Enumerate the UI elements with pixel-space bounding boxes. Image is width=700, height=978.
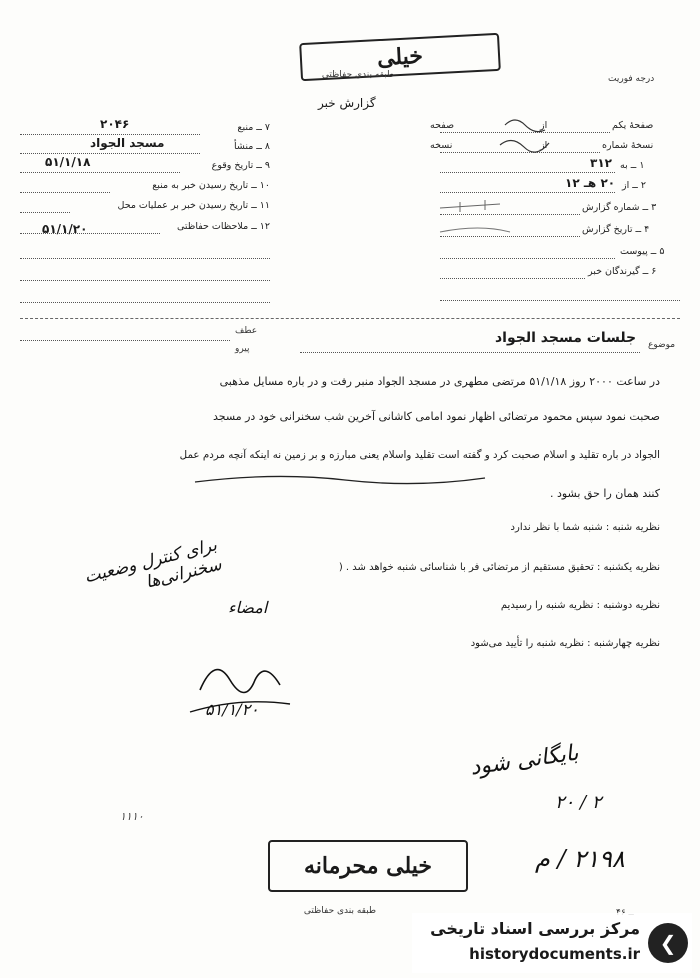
note-line-3: نظریه دوشنبه : نظریه شنبه را رسیدیم xyxy=(500,600,660,611)
field-line xyxy=(20,153,200,154)
watermark-panel xyxy=(412,913,692,973)
page-word: صفحه xyxy=(430,120,455,131)
archive-stamp: بایگانی شود xyxy=(468,740,581,781)
reference-line xyxy=(20,340,230,341)
signature-mark: امضاء xyxy=(228,598,268,617)
from-value: ۲۰ هـ ۱۲ xyxy=(565,176,616,190)
field-origin-value: مسجد الجواد xyxy=(90,136,165,150)
recipients-label: ۶ ــ گیرندگان خبر xyxy=(588,266,657,277)
field-line xyxy=(440,278,585,279)
field-line xyxy=(440,300,680,301)
field-line xyxy=(20,302,270,303)
page-from: از xyxy=(540,120,548,131)
archive-logo-icon: ❮ xyxy=(648,923,688,963)
to-label: ۱ ــ به xyxy=(620,160,645,171)
subject-line xyxy=(300,352,640,353)
field-security-notes-value: ۵۱/۱/۲۰ xyxy=(42,222,88,236)
body-line-3: الجواد در باره تقلید و اسلام صحبت کرد و گفته است تقلید واسلام یعنی مبارزه و بر زمین نه اینکه آنچه مردم عمل xyxy=(179,449,660,461)
field-origin-label: ۸ ــ منشأ xyxy=(233,141,270,152)
field-line xyxy=(20,233,160,234)
page-label: صفحهٔ یکم xyxy=(612,120,654,131)
watermark-title: مرکز بررسی اسناد تاریخی xyxy=(430,919,640,938)
field-line xyxy=(20,192,110,193)
ink-scribbles xyxy=(430,110,550,270)
field-security-notes-label: ۱۲ ــ ملاحظات حفاظتی xyxy=(176,221,270,232)
note-line-1: نظریه شنبه : شنبه شما با نظر ندارد xyxy=(510,522,660,533)
field-source-value: ۲۰۴۶ xyxy=(100,117,130,131)
note-line-2: نظریه یکشنبه : تحقیق مستقیم از مرتضائی فر با شناسائی شنبه خواهد شد . ( xyxy=(338,562,660,573)
report-number-label: ۳ ــ شماره گزارش xyxy=(582,202,657,213)
field-line xyxy=(20,258,270,259)
signature-date: ۵۱/۱/۲۰ xyxy=(205,700,259,719)
section-divider xyxy=(20,318,680,319)
field-received-source-label: ۱۰ ــ تاریخ رسیدن خبر به منبع xyxy=(152,180,270,191)
note-line-4: نظریه چهارشنبه : نظریه شنبه را تأیید می‌شود xyxy=(470,638,660,649)
field-event-date-label: ۹ ــ تاریخ وقوع xyxy=(211,160,270,171)
subject-label: موضوع xyxy=(648,340,676,350)
report-title: گزارش خبر xyxy=(318,96,376,110)
copy-word: نسخه xyxy=(430,140,453,151)
subject-value: جلسات مسجد الجواد xyxy=(495,330,637,346)
to-value: ۳۱۲ xyxy=(590,156,612,170)
from-label: ۲ ــ از xyxy=(622,180,646,191)
reference-label: عطف xyxy=(235,326,258,336)
field-event-date-value: ۵۱/۱/۱۸ xyxy=(45,155,91,169)
margin-handwriting: برای کنترل وضعیت سخنرانی‌ها xyxy=(82,535,224,593)
priority-label: درجه فوریت xyxy=(608,74,655,84)
field-line xyxy=(20,280,270,281)
file-reference: ۲۱۹۸ / م xyxy=(535,845,625,873)
body-line-4: کنند همان را حق بشود . xyxy=(549,487,660,500)
footer-classification: طبقه بندی حفاظتی xyxy=(303,906,377,916)
bottom-stamp-text: خیلی محرمانه xyxy=(303,853,433,879)
archive-date: ۲۰ / ۲ xyxy=(555,792,602,813)
body-line-2: صحبت نمود سپس محمود مرتضائی اظهار نمود امامی کاشانی آخرین شب سخنرانی خود در مسجد xyxy=(213,410,660,423)
side-number: ۱۱۱۰ xyxy=(120,810,144,823)
field-received-ops-label: ۱۱ ــ تاریخ رسیدن خبر بر عملیات محل xyxy=(117,200,270,211)
classification-label: طبقه بندی حفاظتی xyxy=(321,70,395,80)
watermark-url: historydocuments.ir xyxy=(469,945,640,963)
top-stamp-text: خیلی xyxy=(376,42,424,72)
bottom-stamp xyxy=(268,840,468,892)
copy-label: نسخهٔ شماره xyxy=(602,140,654,151)
field-line xyxy=(20,172,180,173)
attachment-label: ۵ ــ پیوست xyxy=(620,246,665,257)
copy-from: از xyxy=(540,140,548,151)
field-line xyxy=(20,134,200,135)
reference-sub-label: پیرو xyxy=(235,344,250,354)
body-line-1: در ساعت ۲۰۰۰ روز ۵۱/۱/۱۸ مرتضی مطهری در مسجد الجواد منبر رفت و در باره مسایل مذهبی xyxy=(219,375,660,388)
field-line xyxy=(20,212,70,213)
report-date-label: ۴ ــ تاریخ گزارش xyxy=(582,224,650,235)
field-source-label: ۷ ــ منبع xyxy=(237,122,270,133)
